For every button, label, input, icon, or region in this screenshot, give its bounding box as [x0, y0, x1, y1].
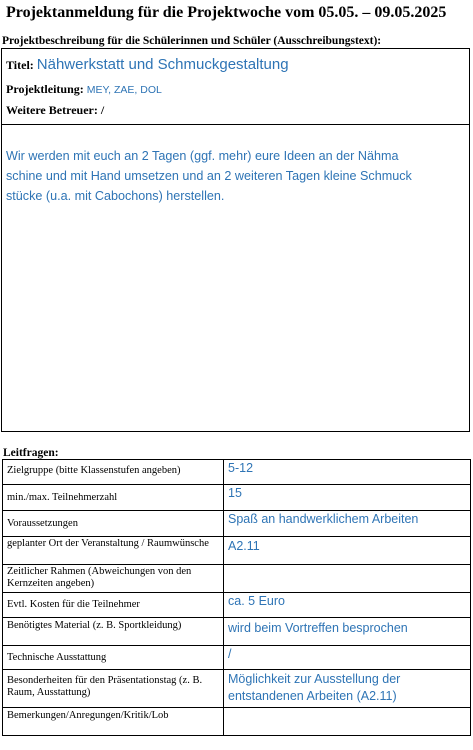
table-row	[3, 460, 471, 485]
row-value	[224, 708, 471, 736]
table-row	[3, 646, 471, 670]
table-row	[3, 485, 471, 511]
lead-label: Projektleitung:	[6, 82, 84, 96]
title-value: Nähwerkstatt und Schmuckgestaltung	[36, 56, 289, 73]
row-value: wird beim Vortreffen besprochen	[224, 618, 471, 646]
table-row	[3, 593, 471, 618]
more-supervisors-label: Weitere Betreuer: /	[6, 103, 105, 117]
title-label: Titel:	[6, 58, 34, 72]
row-label: geplanter Ort der Veranstaltung / Raumwünsche	[3, 537, 224, 565]
row-label: min./max. Teilnehmerzahl	[3, 485, 224, 511]
row-value: /	[224, 646, 471, 670]
row-value: Möglichkeit zur Ausstellung der entstandenen Arbeiten (A2.11)	[224, 670, 471, 708]
row-value: A2.11	[224, 537, 471, 565]
project-description-box	[1, 48, 470, 432]
row-label: Technische Ausstattung	[3, 646, 224, 670]
row-label: Zeitlicher Rahmen (Abweichungen von den Kernzeiten angeben)	[3, 565, 224, 593]
row-label: Besonderheiten für den Präsentationstag (z. B. Raum, Ausstattung)	[3, 670, 224, 708]
row-label: Zielgruppe (bitte Klassenstufen angeben)	[3, 460, 224, 485]
project-header-area	[2, 49, 469, 125]
table-row	[3, 565, 471, 593]
title-field	[6, 57, 289, 73]
row-label: Bemerkungen/Anregungen/Kritik/Lob	[3, 708, 224, 736]
more-supervisors-field	[6, 103, 104, 118]
row-label: Benötigtes Material (z. B. Sportkleidung)	[3, 618, 224, 646]
lead-value: MEY, ZAE, DOL	[86, 84, 162, 96]
row-label: Evtl. Kosten für die Teilnehmer	[3, 593, 224, 618]
project-description-text: Wir werden mit euch an 2 Tagen (ggf. mehr) eure Ideen an der Nähma schine und mit Hand umsetzen und an 2 weiteren Tagen kleine Schmuck stücke (u.a. mit Cabochons) herstellen.	[6, 149, 412, 203]
leitfragen-heading: Leitfragen:	[3, 447, 59, 459]
table-row	[3, 537, 471, 565]
row-label: Voraussetzungen	[3, 511, 224, 537]
row-value: 5-12	[224, 460, 471, 485]
row-value: Spaß an handwerklichem Arbeiten	[224, 511, 471, 537]
table-row	[3, 708, 471, 736]
row-value	[224, 565, 471, 593]
table-row	[3, 618, 471, 646]
row-value: 15	[224, 485, 471, 511]
page-title: Projektanmeldung für die Projektwoche vom 05.05. – 09.05.2025	[6, 4, 447, 21]
table-row	[3, 511, 471, 537]
lead-field	[6, 82, 162, 98]
row-value: ca. 5 Euro	[224, 593, 471, 618]
table-row	[3, 670, 471, 708]
leitfragen-table	[2, 459, 471, 736]
description-heading: Projektbeschreibung für die Schülerinnen und Schüler (Ausschreibungstext):	[2, 35, 382, 47]
